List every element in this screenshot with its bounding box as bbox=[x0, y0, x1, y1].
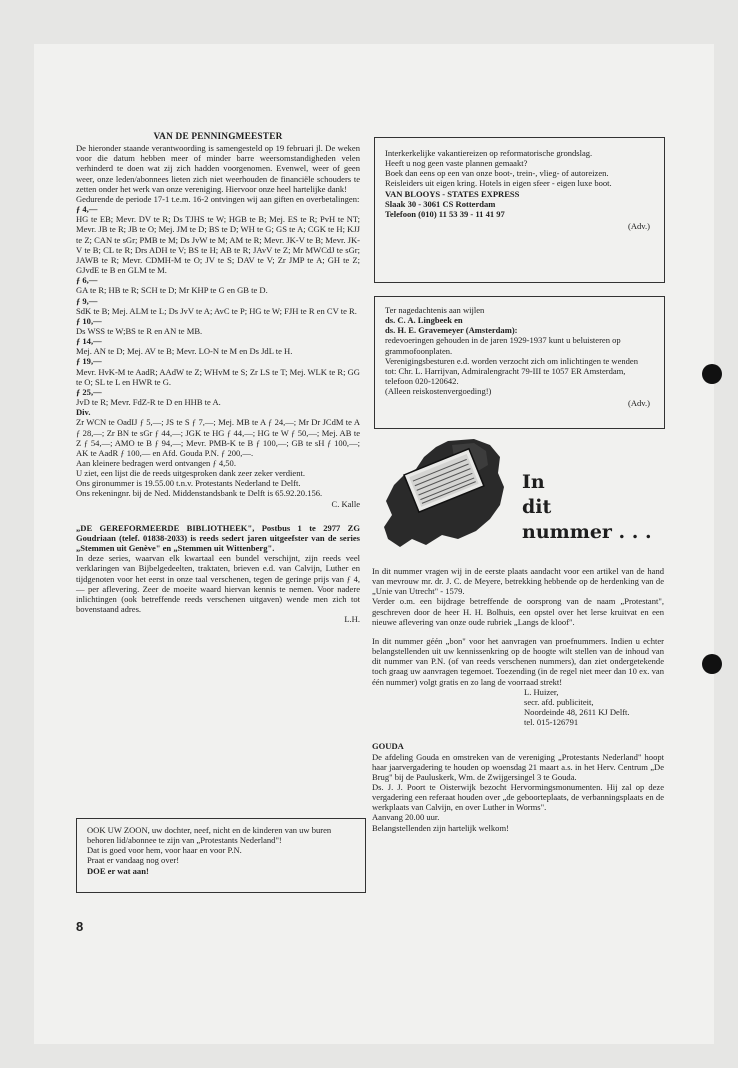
huizer-signature bbox=[372, 687, 664, 728]
travel-line-4: Reisleiders uit eigen kring. Hotels in eigen sfeer - eigen luxe boot. bbox=[385, 178, 612, 189]
records-line-3: ds. H. E. Gravemeyer (Amsterdam): bbox=[385, 325, 518, 336]
membership-line-3: Praat er vandaag nog over! bbox=[87, 855, 180, 866]
gouda-start-time: Aanvang 20.00 uur. bbox=[372, 812, 440, 823]
library-body: In deze series, waarvan elk kwartaal een bundel verschijnt, zijn reeds veel verklaringen van Bijbelgedeelten, traktaten, brieven e.d. van Calvijn, Luther en tijdgenoten voor het eerst in onze taal verschenen, tegen de geringe prijs van ƒ 4,— per aflevering. Zeer de moeite waard hiervan kennis te nemen. Voor nadere inlichtingen (ook betreffende reeds verschenen uitgaven) wende men zich tot bovenstaand adres. bbox=[76, 553, 360, 615]
travel-adv-label: (Adv.) bbox=[628, 221, 650, 232]
membership-box bbox=[76, 818, 366, 893]
gouda-heading: GOUDA bbox=[372, 741, 404, 752]
signature-lh: L.H. bbox=[344, 614, 360, 625]
records-line-6: (Alleen reiskostenvergoeding!) bbox=[385, 386, 492, 397]
membership-line-1: OOK UW ZOON, uw dochter, neef, nicht en de kinderen van uw buren behoren lid/abonnee te zijn van „Protestants Nederland"! bbox=[87, 825, 332, 846]
treasurer-intro: De hieronder staande verantwoording is samengesteld op 19 februari jl. De weken voor die datum hebben meer of minder barre weersomstandigheden velen verhinderd te doen wat zij zich hadden voorgenomen. Evenwel, weer of geen weer, onze leden/abonnees lieten zich niet weerhouden de financiële schouders te zetten onder het werk van onze vereniging. Hiervoor onze heel hartelijke dank! bbox=[76, 143, 360, 194]
donors-14: Mej. AN te D; Mej. AV te B; Mevr. LO-N te M en Ds JdL te H. bbox=[76, 346, 293, 357]
in-dit-nummer-headline bbox=[522, 470, 652, 545]
amount-heading-6: ƒ 6,— bbox=[76, 275, 98, 286]
huizer-address: Noordeinde 48, 2611 KJ Delft. bbox=[524, 707, 630, 718]
issue-paragraph-3: In dit nummer géén „bon" voor het aanvragen van proefnummers. Indien u echter belangstellenden uit uw kennissenkring op de hoogte wilt stellen van de inhoud van dit nummer van P.N. (of van reeds verschenen nummers), dan ziet ondergetekende toch graag uw aanvragen tegemoet. Toezending (in de regel niet meer dan 10 ex. van één nummer) volgt gratis en zo lang de voorraad strekt! bbox=[372, 635, 664, 687]
huizer-name: L. Huizer, bbox=[524, 686, 559, 697]
issue-paragraph-2: Verder o.m. een bijdrage betreffende de oorsprong van de naam „Protestant", geschreven door de heer H. H. Bolhuis, een opstel over het lerse kruitvat en een nieuwe aflevering van onze oude rubriek „Langs de kloof". bbox=[372, 596, 664, 627]
travel-ad-box bbox=[374, 137, 665, 283]
treasurer-column bbox=[76, 132, 360, 624]
small-amounts: Aan kleinere bedragen werd ontvangen ƒ 4,50. bbox=[76, 458, 236, 468]
amount-heading-25: ƒ 25,— bbox=[76, 386, 102, 397]
map-graphic bbox=[378, 435, 514, 561]
bank-number: Ons rekeningnr. bij de Ned. Middenstandsbank te Delft is 65.92.20.156. bbox=[76, 488, 323, 499]
membership-line-2: Dat is goed voor hem, voor haar en voor P.N. bbox=[87, 845, 242, 856]
donors-6: GA te R; HB te R; SCH te D; Mr KHP te G en GB te D. bbox=[76, 285, 268, 296]
page-number: 8 bbox=[76, 919, 84, 934]
punch-hole bbox=[702, 364, 722, 384]
donors-9: SdK te B; Mej. ALM te L; Ds JvV te A; AvC te P; HG te W; FJH te R en CV te R. bbox=[76, 305, 357, 316]
amount-heading-19: ƒ 19,— bbox=[76, 356, 102, 367]
amount-heading-9: ƒ 9,— bbox=[76, 295, 98, 306]
travel-line-3: Boek dan eens op een van onze boot-, trein-, vlieg- of autoreizen. bbox=[385, 168, 609, 179]
donors-4: HG te EB; Mevr. DV te R; Ds TJHS te W; HGB te B; Mej. ES te R; PvH te NT; Mevr. JB te R; JB te O; Mej. JM te D; BS te D; WH te G; GS te A; CGK te H; KJJ te Z; CAN te sGr; PMB te M; Ds JvW te M; AM te R; Mevr. JK-V te B; Mevr. JK-V te B; CL te R; Drs ADH te V; BS te H; AB te R; JAvV te Z; Mr MWCdJ te sGr; JAWB te R; Mevr. CDMH-M te O; JV te S; DAV te V; Zr JMP te A; GH te Z; GJvdE te B en GLM te M. bbox=[76, 214, 360, 276]
list-note: U ziet, een lijst die de reeds uitgesproken dank zeer zeker verdient. bbox=[76, 468, 306, 479]
records-line-5: Verenigingsbesturen e.d. worden verzocht zich om inlichtingen te wenden tot: Chr. L. Harrijvan, Admiralengracht 79-III te 1057 ER Amsterdam, telefoon 020-120642. bbox=[385, 355, 639, 387]
issue-paragraph-1: In dit nummer vragen wij in de eerste plaats aandacht voor een artikel van de hand van mevrouw mr. dr. J. C. de Meyere, betrekking hebbende op de herdenking van de „Unie van Utrecht" - 1579. bbox=[372, 566, 664, 597]
donors-div: Zr WCN te OadIJ ƒ 5,—; JS te S ƒ 7,—; Mej. MB te A ƒ 24,—; Mr Dr JCdM te A ƒ 28,—; Zr BN te sGr ƒ 44,—; JGK te HG ƒ 44,—; HG te W ƒ 50,—; Mej. AB te Z ƒ 54,—; AMO te B ƒ 94,—; Mevr. PMB-K te B ƒ 100,—; GB te sH ƒ 100,—; AK te AadR ƒ 100,— en Afd. Gouda P.N. ƒ 200,—. bbox=[76, 417, 360, 458]
donors-19: Mevr. HvK-M te AadR; AAdW te Z; WHvM te S; Zr LS te T; Mej. WLK te R; GG te O; SL te L en HWR te G. bbox=[76, 366, 360, 387]
huizer-phone: tel. 015-126791 bbox=[524, 717, 579, 728]
amount-heading-div: Div. bbox=[76, 407, 91, 418]
gouda-paragraph-2: Ds. J. J. Poort te Oisterwijk bezocht Hervormingsmonumenten. Hij zal op deze vergadering een referaat houden over „de geboorteplaats, de verbanningsplaats en de werkplaats van Calvijn, en over Luther in Worms". bbox=[372, 781, 664, 813]
records-line-1: Ter nagedachtenis aan wijlen bbox=[385, 305, 485, 315]
donors-25: JvD te R; Mevr. FdZ-R te D en HHB te A. bbox=[76, 397, 221, 408]
amount-heading-4: ƒ 4,— bbox=[76, 204, 98, 215]
travel-phone: Telefoon (010) 11 53 39 - 11 41 97 bbox=[385, 208, 505, 219]
treasurer-period: Gedurende de periode 17-1 t.e.m. 16-2 ontvingen wij aan giften en overbetalingen: bbox=[76, 193, 360, 204]
membership-line-4: DOE er wat aan! bbox=[87, 865, 149, 876]
travel-company: VAN BLOOYS - STATES EXPRESS bbox=[385, 188, 520, 199]
issue-column bbox=[372, 566, 664, 833]
amount-heading-14: ƒ 14,— bbox=[76, 336, 102, 347]
punch-hole bbox=[702, 654, 722, 674]
travel-address: Slaak 30 - 3061 CS Rotterdam bbox=[385, 198, 496, 209]
netherlands-map-illustration bbox=[378, 435, 514, 561]
records-ad-box bbox=[374, 296, 665, 429]
library-heading: „DE GEREFORMEERDE BIBLIOTHEEK", Postbus 1 te 2977 ZG Goudriaan (telef. 01838-2033) is reeds sedert jaren uitgeefster van de series „Stemmen uit Genève" en „Stemmen uit Wittenberg". bbox=[76, 522, 360, 554]
records-adv-label: (Adv.) bbox=[628, 398, 650, 409]
gouda-welcome: Belangstellenden zijn hartelijk welkom! bbox=[372, 822, 509, 833]
treasurer-title: VAN DE PENNINGMEESTER bbox=[153, 132, 283, 142]
headline-word-2: dit bbox=[522, 496, 552, 518]
records-line-2: ds. C. A. Lingbeek en bbox=[385, 315, 463, 326]
gouda-paragraph-1: De afdeling Gouda en omstreken van de vereniging „Protestants Nederland" hoopt haar jaarvergadering te houden op woensdag 21 maart a.s. in het Herv. Centrum „De Brug" bij de Pauluskerk, Wm. de Zwijgersingel 3 te Gouda. bbox=[372, 751, 664, 782]
huizer-title: secr. afd. publiciteit, bbox=[524, 696, 594, 707]
travel-line-2: Heeft u nog geen vaste plannen gemaakt? bbox=[385, 158, 528, 169]
headline-word-3: nummer . . . bbox=[522, 521, 652, 543]
headline-word-1: In bbox=[522, 471, 545, 493]
amount-heading-10: ƒ 10,— bbox=[76, 315, 102, 326]
travel-line-1: Interkerkelijke vakantiereizen op reformatorische grondslag. bbox=[385, 148, 593, 158]
giro-number: Ons gironummer is 19.55.00 t.n.v. Protestants Nederland te Delft. bbox=[76, 478, 301, 489]
signature-kalle: C. Kalle bbox=[331, 498, 360, 509]
records-line-4: redevoeringen gehouden in de jaren 1929-1937 kunt u beluisteren op grammofoonplaten. bbox=[385, 335, 621, 356]
donors-10: Ds WSS te W;BS te R en AN te MB. bbox=[76, 325, 203, 336]
